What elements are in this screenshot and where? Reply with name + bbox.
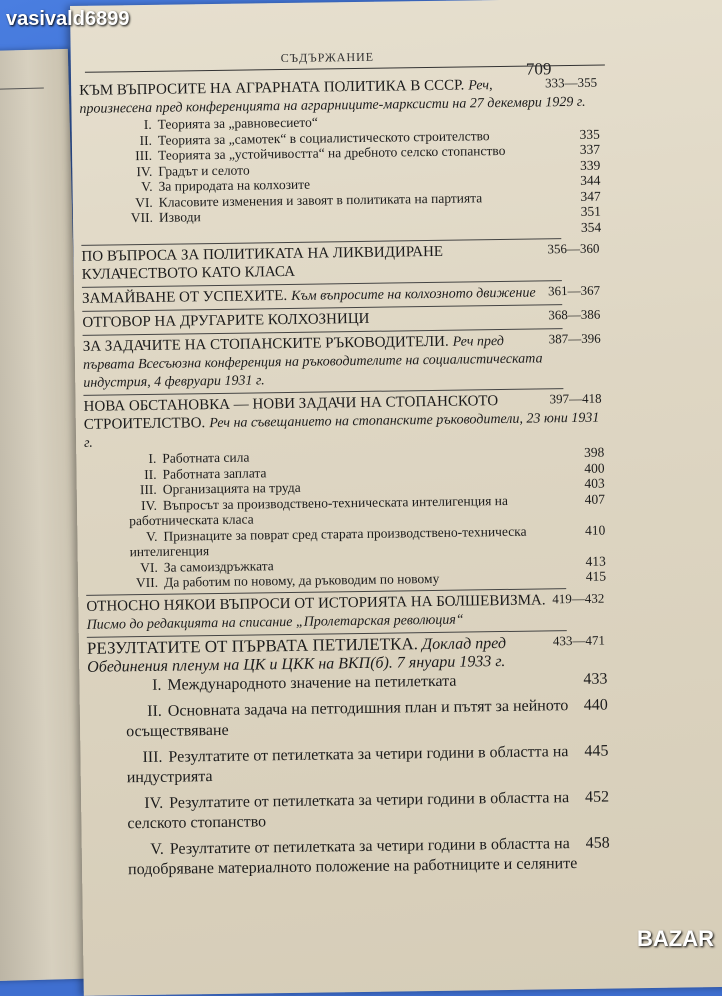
toc-entry-title: ЗА ЗАДАЧИТЕ НА СТОПАНСКИТЕ РЪКОВОДИТЕЛИ. [83,334,449,355]
toc-subitem-text-wrap [126,741,579,787]
site-logo: BAZAR [637,926,714,952]
toc-subitem-page: 458 [586,833,611,873]
toc-subitem-text-wrap [129,522,579,559]
toc-entry-pages: 419—432 [552,590,604,607]
toc-subitem-page: 413 [585,553,605,569]
toc-entry-subtitle: Реч, произнесена пред конференцията на аграрниците-марксисти на 27 декември 1929 г. [79,78,585,117]
toc-subitem-text: Градът и селото [158,162,250,178]
toc-subitem-number: III. [126,747,162,768]
toc-subitem-number: VI. [130,559,158,575]
toc-entry-heading [81,241,601,284]
toc-entry [81,241,601,284]
toc-subitem-number: II. [126,701,162,722]
toc-entry-subtitle: Писмо до редакцията на списание „Пролетарская революция“ [87,612,464,632]
table-of-contents [79,75,610,887]
toc-subitem-page: 452 [585,787,610,827]
toc-subitem [127,787,610,834]
toc-subitem-page: 407 [585,491,606,522]
toc-subitem-number: VII. [125,210,153,226]
toc-subitem-number: VI. [125,194,153,210]
toc-entry-heading [83,391,604,452]
toc-subitem-number: I. [125,675,161,696]
toc-subitem [129,522,605,560]
toc-subitem-text: Работната сила [162,450,249,466]
toc-subitem-text: Резултатите от петилетката за четири години в областта на индустрията [127,743,569,786]
running-header: СЪДЪРЖАНИЕ [281,50,375,66]
seller-watermark: vasivald6899 [6,8,129,31]
toc-subitem-text-wrap [128,450,249,467]
toc-subitem-text: Основната задача на петгодишния план и пътят за нейното осъществяване [126,697,568,740]
toc-subitem-number: I. [124,117,152,133]
toc-entry-subtitle: Реч на съвещанието на стопанските ръководители, 23 юни 1931 г. [84,411,599,451]
toc-entry-pages: 368—386 [548,307,600,324]
toc-subitem-text: Теорията за „самотек“ в социалистическото строителство [158,128,490,148]
toc-subitem-text: За самоиздръжката [164,558,274,575]
toc-entry-heading [83,331,604,392]
toc-entry-pages: 356—360 [547,241,599,258]
toc-subitems [125,669,610,880]
toc-subitem-text-wrap [127,787,580,833]
left-page-rule [0,87,44,89]
toc-subitem-text: Резултатите от петилетката за четири години в областта на подобряване материалното положение на работниците и селяните [128,835,577,878]
toc-subitem [128,833,611,880]
toc-subitems [124,111,602,242]
toc-entry [79,75,601,242]
toc-entry-title: ОТГОВОР НА ДРУГАРИТЕ КОЛХОЗНИЦИ [82,311,369,331]
toc-subitem-text: Теорията за „равновесието“ [158,115,318,132]
toc-entry [83,391,606,592]
toc-subitem-number: I. [128,451,156,467]
page-number: 709 [526,59,552,79]
toc-subitems [128,445,606,591]
toc-subitem-text: Да работим по новому, да ръководим по новому [164,571,439,590]
toc-subitem-text-wrap [128,833,581,879]
toc-subitem-number: VII. [130,575,158,591]
toc-entry-pages: 333—355 [545,75,597,92]
toc-subitem-page: 440 [584,695,609,735]
book-page [70,0,722,996]
toc-subitem-number: II. [124,132,152,148]
toc-subitem-text: Международното значение на петилетката [167,672,456,693]
toc-entry-title: РЕЗУЛТАТИТЕ ОТ ПЪРВАТА ПЕТИЛЕТКА. [87,634,418,658]
toc-subitem [126,741,609,788]
toc-subitem-text: Въпросът за производствено-техническата интелигенция на работническата класа [129,492,508,528]
toc-subitem-page: 410 [585,522,606,553]
toc-subitem [126,695,609,742]
toc-subitem-text-wrap [125,671,456,696]
toc-subitem-text: За природата на колхозите [158,177,310,194]
toc-subitem-text: Признаците за поврат сред старата производствено-техническа интелигенция [130,523,527,559]
toc-entry-pages: 361—367 [548,283,600,300]
toc-subitem-text: Организацията на труда [163,480,301,497]
toc-entry-heading [79,75,599,118]
toc-entry [86,590,606,633]
toc-subitem-text-wrap [130,571,439,591]
toc-subitem-page: 400 [584,460,604,476]
toc-subitem-text-wrap [126,695,579,741]
toc-subitem-number: V. [128,839,164,860]
toc-subitem-page: 433 [583,669,607,689]
toc-subitem-text: Класовите изменения и завоят в политиката на партията [159,190,483,210]
toc-entry-title: ПО ВЪПРОСА ЗА ПОЛИТИКАТА НА ЛИКВИДИРАНЕ КУЛАЧЕСТВОТО КАТО КЛАСА [81,244,443,283]
toc-subitem-number: IV. [124,163,152,179]
toc-subitem-page: 354 [581,219,601,235]
toc-subitem-number: II. [128,466,156,482]
toc-entry-subtitle: Доклад пред Обединения пленум на ЦК и ЦКК на ВКП(б). 7 януари 1933 г. [87,634,506,675]
toc-subitem-number: III. [129,482,157,498]
toc-subitem-page: 351 [581,204,601,220]
toc-subitem-text-wrap [124,162,250,179]
toc-entry-pages: 397—418 [549,391,601,408]
toc-subitem-page: 337 [580,142,600,158]
toc-entry-title: ЗАМАЙВАНЕ ОТ УСПЕХИТЕ. [82,288,287,307]
toc-subitem-text: Резултатите от петилетката за четири години в областта на селското стопанство [127,789,569,832]
toc-entry-title: КЪМ ВЪПРОСИТЕ НА АГРАРНАТА ПОЛИТИКА В СССР. [79,78,464,99]
toc-entry-pages: 387—396 [549,331,601,348]
toc-subitem-text: Изводи [159,209,201,225]
toc-subitem-text: Работната заплата [162,465,266,481]
toc-subitem-page: 403 [584,476,604,492]
toc-entry-title: НОВА ОБСТАНОВКА — НОВИ ЗАДАЧИ НА СТОПАНСКОТО СТРОИТЕЛСТВО. [83,393,498,433]
toc-entry [83,331,604,392]
toc-subitem-number: III. [124,148,152,164]
toc-subitem-number: V. [124,179,152,195]
toc-subitem-page: 344 [580,173,600,189]
toc-subitem-page: 335 [579,126,599,142]
toc-entry [87,632,610,880]
toc-entry-heading [86,590,606,633]
toc-subitem-page: 415 [586,569,606,585]
toc-subitem-number: IV. [127,793,163,814]
toc-entry-pages: 433—471 [553,632,605,649]
toc-subitem-text-wrap [125,209,201,226]
toc-subitem-page: 398 [584,445,604,461]
toc-subitem-page: 339 [580,157,600,173]
toc-subitem-text: Теорията за „устойчивостта“ на дребното селско стопанство [158,143,506,163]
toc-entry-subtitle: Към въпросите на колхозното движение [291,286,536,304]
toc-entry-title: ОТНОСНО НЯКОИ ВЪПРОСИ ОТ ИСТОРИЯТА НА БОЛШЕВИЗМА. [86,592,545,614]
toc-entry-subtitle: Реч пред първата Всесъюзна конференция на ръководителите на социалистическата индустрия, 4 февруари 1931 г. [83,334,543,391]
toc-subitem-page: 445 [584,741,609,781]
toc-subitem-number: IV. [129,497,157,513]
toc-subitem-page: 347 [580,188,600,204]
toc-subitem-number: V. [129,528,157,544]
